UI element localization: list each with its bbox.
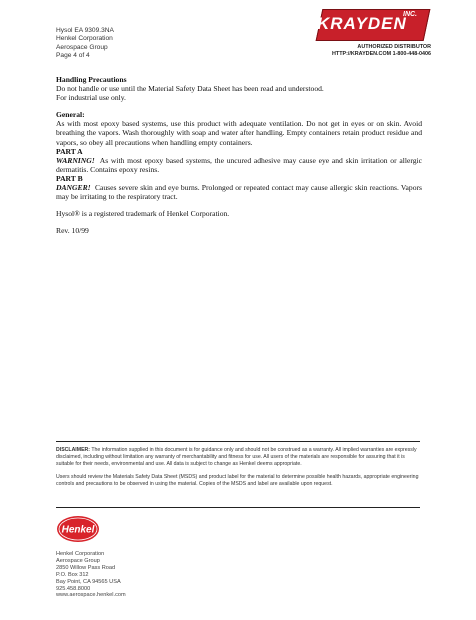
disclaimer-text: The information supplied in this document is for guidance only and should not be construed as a warranty. All implied warranties are expressly disclaimed, including without limitation any warranty of merchantability and fitness for use. All users of the materials are responsible for assuring that it is suitable for their needs, environmental and use. All data is subject to change as Henkel deems appropriate. (56, 447, 417, 468)
disclaimer-text-2: Users should review the Materials Safety Data Sheet (MSDS) and product label for the material to determine possible health hazards, appropriate engineering controls and precautions to be observed in using the material. Copies of the MSDS and label are available upon request. (56, 473, 419, 487)
danger-label: DANGER! (56, 183, 91, 193)
handling-line: Do not handle or use until the Material Safety Data Sheet has been read and understood. (56, 84, 324, 94)
krayden-logo: KRAYDEN (317, 14, 407, 33)
part-a-body: As with most epoxy based systems, the uncured adhesive may cause eye and skin irritation or allergic dermatitis. Contains epoxy resins. (56, 155, 422, 174)
disclaimer-paragraph (56, 447, 420, 469)
address-line: 2850 Willow Pass Road (56, 564, 116, 571)
henkel-logo-text: Henkel (61, 524, 95, 536)
distributor-info (315, 44, 431, 58)
general-title: General: (56, 110, 85, 120)
distributor-tagline: AUTHORIZED DISTRIBUTOR (357, 44, 431, 50)
revision: Rev. 10/99 (56, 226, 89, 236)
krayden-logo-inc: INC. (403, 11, 417, 18)
disclaimer (56, 447, 420, 488)
header-line: Hysol EA 9309.3NA (56, 27, 114, 34)
header-line: Aerospace Group (56, 43, 108, 51)
warning-label: WARNING! (56, 155, 95, 165)
address-line: P.O. Box 312 (56, 571, 89, 578)
part-a-title: PART A (56, 146, 83, 156)
distributor-contact: HTTP://KRAYDEN.COM 1-800-448-0406 (332, 51, 431, 57)
henkel-logo (56, 514, 100, 544)
handling-title: Handling Precautions (56, 75, 127, 84)
address-line: Aerospace Group (56, 557, 100, 564)
document-header (56, 27, 114, 61)
part-b-text (56, 183, 422, 201)
header-line: Page 4 of 4 (56, 52, 90, 60)
company-address (56, 551, 126, 599)
general-text: As with most epoxy based systems, use this product with adequate ventilation. Do not get in eyes or on skin. Avoid breathing the vapors. Wash thoroughly with soap and water after handling. Empty containers retain product residue and vapors, so obey all precautions when handling empty containers. (56, 119, 422, 147)
divider-top (56, 441, 420, 442)
divider-bottom (56, 507, 420, 508)
address-line: Bay Point, CA 94565 USA (56, 578, 121, 585)
document-body (56, 75, 422, 235)
part-b-title: PART B (56, 173, 83, 183)
website-link[interactable]: www.aerospace.henkel.com (56, 592, 126, 599)
disclaimer-label: DISCLAIMER: (56, 447, 91, 453)
address-line: Henkel Corporation (56, 551, 105, 557)
header-line: Henkel Corporation (56, 35, 113, 43)
trademark-note: Hysol® is a registered trademark of Henkel Corporation. (56, 209, 230, 219)
part-b-body: Causes severe skin and eye burns. Prolonged or repeated contact may cause allergic skin reactions. Vapors may be irritating to the respiratory tract. (56, 183, 423, 202)
part-a-text (56, 156, 422, 174)
address-line: 925.458.8000 (56, 585, 91, 592)
handling-line: For industrial use only. (56, 93, 126, 103)
